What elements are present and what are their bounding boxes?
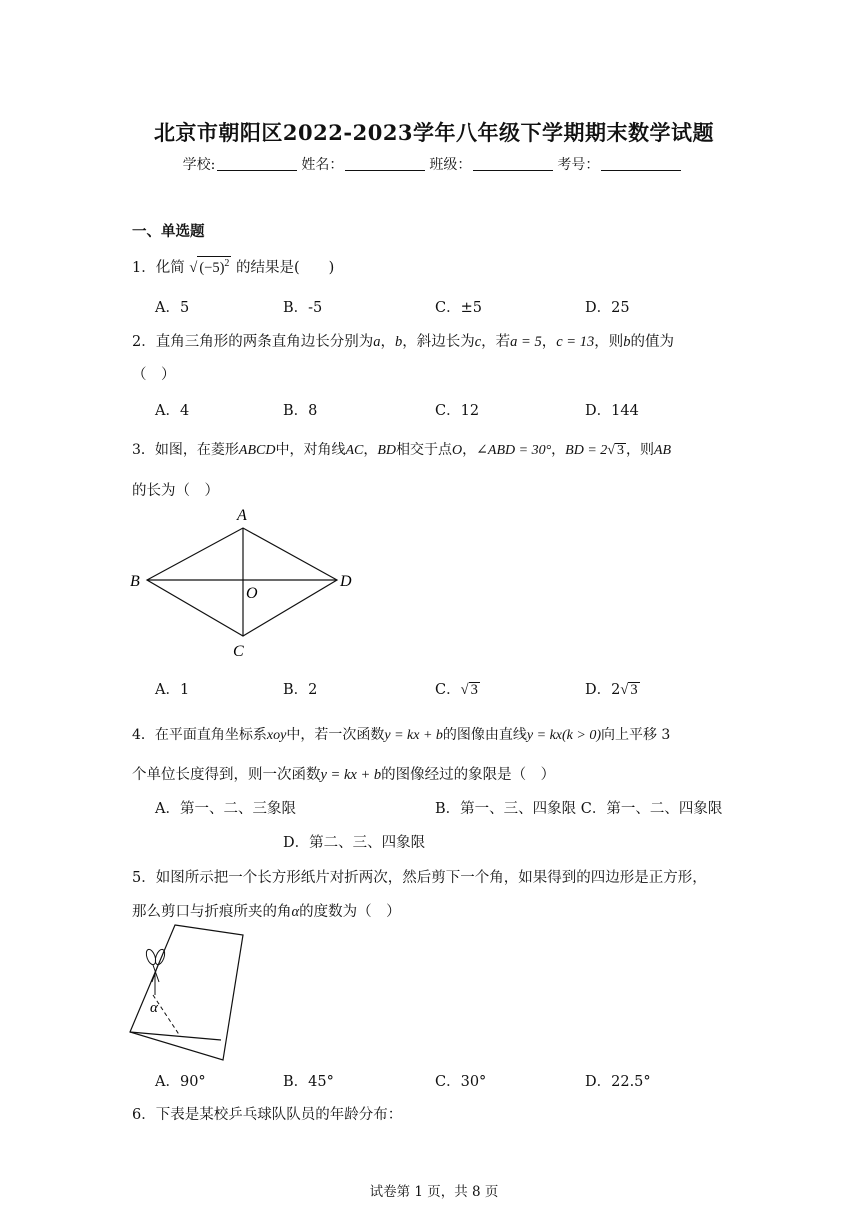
question-2 — [132, 330, 674, 351]
q2-var-c: c — [474, 334, 482, 350]
q2-text-b: ，斜边长为 — [402, 334, 475, 350]
q4-text-d: 向上平移 3 — [600, 727, 671, 743]
q1-exponent: 2 — [224, 258, 230, 270]
q2-text-a: 2．直角三角形的两条直角边长分别为 — [132, 334, 374, 350]
vertex-c-label: C — [233, 643, 244, 660]
q3-sqrt-radicand: 3 — [616, 443, 624, 458]
q3-text-e: ， — [462, 442, 477, 458]
q4-text-c: 的图像由直线 — [442, 727, 527, 743]
q3-option-c-prefix: C． — [435, 682, 461, 698]
q2-text-d: ，则 — [594, 334, 624, 350]
page-title: 北京市朝阳区2022-2023学年八年级下学期期末数学试题 — [153, 120, 715, 145]
q3-option-c[interactable] — [435, 678, 480, 699]
q1-prefix: 化简 — [155, 260, 185, 276]
number-blank — [601, 156, 681, 171]
q4-line2 — [132, 763, 555, 784]
q3-option-d-sqrt: √ 3 — [620, 682, 638, 698]
q3-text-f: ， — [551, 442, 566, 458]
vertex-b-label: B — [130, 573, 140, 590]
q5-option-a[interactable]: A．90° — [155, 1074, 206, 1090]
q3-ab: AB — [653, 443, 672, 458]
q3-text-c: ， — [363, 442, 378, 458]
q1-suffix: 的结果是( ) — [236, 260, 335, 276]
q1-expression: √ $(-5)^2$ — [189, 258, 230, 276]
rhombus-outline — [147, 528, 337, 636]
q3-option-d-radicand: 3 — [630, 682, 638, 698]
q5-text-a: 那么剪口与折痕所夹的角 — [132, 904, 292, 920]
q3-line2: 的长为（ ） — [132, 483, 219, 499]
q3-text-b: 中，对角线 — [275, 442, 346, 458]
q2-var-b: b — [394, 334, 403, 350]
q1-number: 1． — [132, 260, 156, 276]
q4-text-a: 4．在平面直角坐标系 — [132, 727, 267, 743]
q3-o: O — [452, 443, 463, 458]
q4-func-1: y = kx + b — [384, 728, 443, 743]
question-4 — [132, 724, 670, 744]
q2-comma: ， — [380, 334, 395, 350]
q5-line2 — [132, 900, 401, 921]
q3-text-g: ，则 — [625, 442, 654, 458]
q2-text-e: 的值为 — [630, 334, 674, 350]
q3-sqrt: √ 3 — [607, 443, 624, 458]
q4-xoy: xoy — [266, 728, 287, 743]
q2-eq-c: c = 13 — [556, 334, 595, 350]
rhombus-figure — [125, 500, 365, 665]
folded-paper-figure — [125, 920, 255, 1065]
q4-option-a[interactable]: A．第一、二、三象限 — [155, 801, 296, 817]
paper-outline — [130, 925, 243, 1060]
q1-option-c[interactable]: C．±5 — [435, 300, 482, 316]
class-blank — [473, 156, 553, 171]
q4-option-bc[interactable]: B．第一、三、四象限 C．第一、二、四象限 — [435, 801, 723, 817]
q5-option-d[interactable]: D．22.5° — [585, 1074, 651, 1090]
q5-option-c[interactable]: C．30° — [435, 1074, 487, 1090]
question-5: 5．如图所示把一个长方形纸片对折两次，然后剪下一个角，如果得到的四边形是正方形， — [132, 870, 707, 886]
q3-option-b[interactable]: B．2 — [283, 682, 318, 698]
section-heading: 一、单选题 — [132, 223, 205, 240]
q2-paren: （ ） — [132, 367, 176, 383]
question-6: 6．下表是某校乒乓球队队员的年龄分布： — [132, 1107, 403, 1123]
q2-option-c[interactable]: C．12 — [435, 403, 480, 419]
q3-option-d[interactable] — [585, 678, 640, 699]
name-blank — [345, 156, 425, 171]
q1-option-d[interactable]: D．25 — [585, 300, 630, 316]
q2-option-d[interactable]: D．144 — [585, 403, 639, 419]
question-1 — [132, 256, 334, 277]
angle-alpha-label: α — [150, 1000, 158, 1016]
q3-option-a[interactable]: A．1 — [155, 682, 190, 698]
q3-text-a: 3．如图，在菱形 — [132, 442, 239, 458]
q1-option-b[interactable]: B．-5 — [283, 300, 323, 316]
q3-text-d: 相交于点 — [396, 442, 453, 458]
q4-func-2: y = kx(k > 0) — [526, 728, 601, 743]
vertex-d-label: D — [340, 573, 352, 590]
vertex-a-label: A — [237, 507, 247, 524]
q4-func-3: y = kx + b — [320, 767, 382, 783]
name-label: 姓名： — [301, 157, 344, 173]
q2-option-b[interactable]: B．8 — [283, 403, 318, 419]
q2-eq-a: a = 5 — [510, 334, 542, 350]
question-3 — [132, 439, 671, 459]
q5-text-b: 的度数为（ ） — [299, 904, 401, 920]
q4-text-b: 中，若一次函数 — [286, 727, 385, 743]
q3-abcd: ABCD — [238, 443, 276, 458]
number-label: 考号： — [557, 157, 600, 173]
q3-option-d-prefix: D．2 — [585, 682, 621, 698]
q5-option-b[interactable]: B．45° — [283, 1074, 334, 1090]
q3-bd-eq: BD = 2 — [565, 443, 608, 458]
q1-option-a[interactable]: A．5 — [155, 300, 190, 316]
q1-radicand: (−5) — [199, 260, 225, 276]
center-o-label: O — [246, 585, 258, 602]
q3-ac: AC — [345, 443, 364, 458]
q4-text-e: 个单位长度得到，则一次函数 — [132, 767, 321, 783]
school-blank — [217, 156, 297, 171]
q3-option-c-radicand: 3 — [470, 682, 478, 698]
q3-angle: ∠ABD = 30° — [476, 443, 552, 458]
q2-text-c: ，若 — [481, 334, 511, 350]
q2-var-a: a — [373, 334, 381, 350]
q2-var-b2: b — [623, 334, 631, 350]
q2-option-a[interactable]: A．4 — [155, 403, 190, 419]
q2-sep: ， — [541, 334, 557, 350]
page-footer: 试卷第 1 页，共 8 页 — [369, 1184, 499, 1200]
q5-alpha: α — [291, 904, 300, 920]
q4-text-f: 的图像经过的象限是（ ） — [381, 767, 556, 783]
class-label: 班级： — [429, 157, 472, 173]
q3-option-c-sqrt: √ 3 — [460, 682, 478, 698]
student-info-line — [0, 154, 868, 174]
q3-bd: BD — [377, 443, 397, 458]
q4-option-d[interactable]: D．第二、三、四象限 — [283, 835, 426, 851]
school-label: 学校: — [182, 157, 216, 173]
